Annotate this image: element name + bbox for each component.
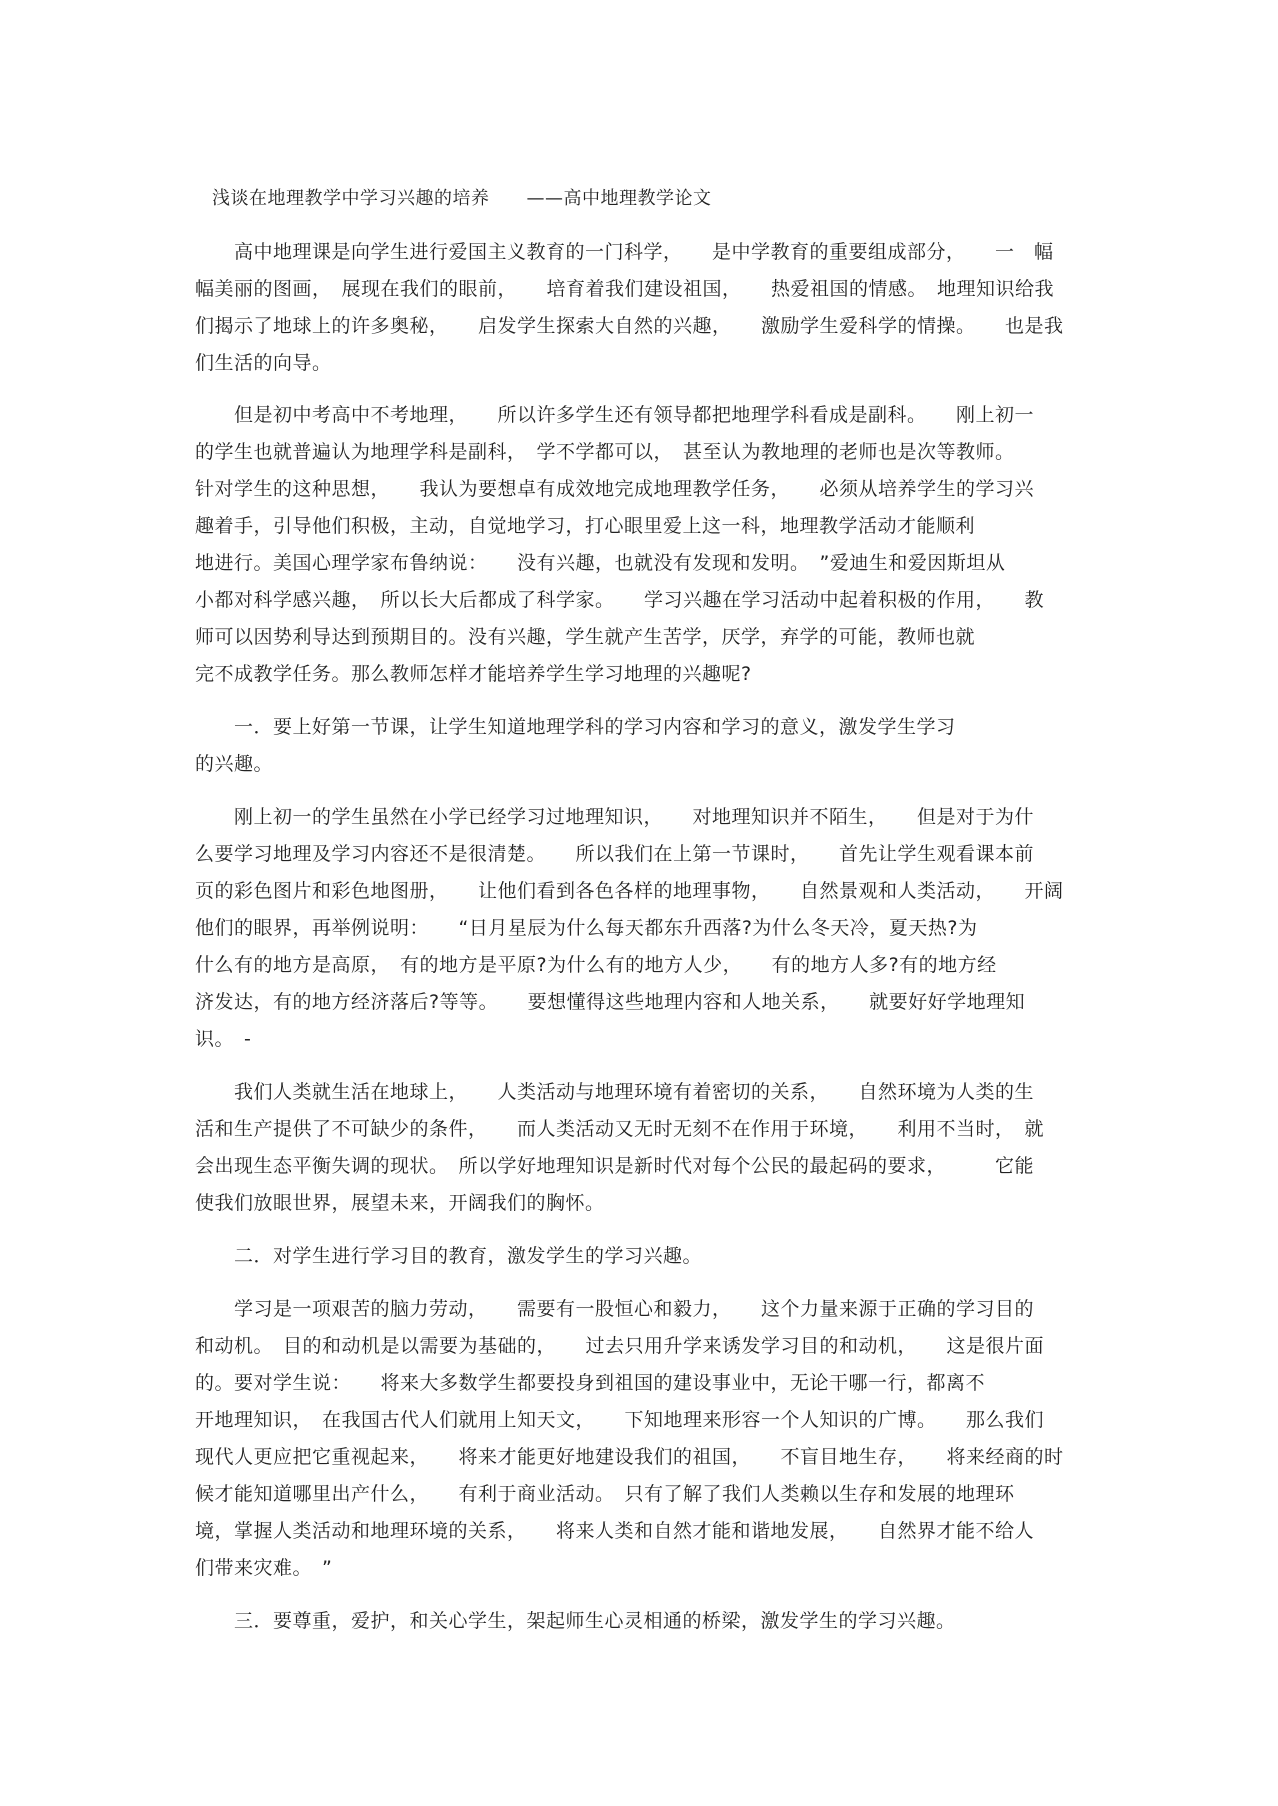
document-title: 浅谈在地理教学中学习兴趣的培养 ——高中地理教学论文 [212, 188, 712, 209]
text-line: 高中地理课是向学生进行爱国主义教育的一门科学， 是中学教育的重要组成部分， 一 幅 [195, 241, 1054, 263]
section-heading: 三．要尊重，爱护，和关心学生，架起师生心灵相通的桥梁，激发学生的学习兴趣。 [195, 1610, 956, 1632]
text-line: 针对学生的这种思想， 我认为要想卓有成效地完成地理教学任务， 必须从培养学生的学习兴 [195, 478, 1035, 500]
text-line: 的。要对学生说： 将来大多数学生都要投身到祖国的建设事业中，无论干哪一行，都离不 [195, 1372, 986, 1394]
text-line: 完不成教学任务。那么教师怎样才能培养学生学习地理的兴趣呢? [195, 663, 752, 685]
text-line: 们生活的向导。 [195, 352, 332, 374]
text-line: 刚上初一的学生虽然在小学已经学习过地理知识， 对地理知识并不陌生， 但是对于为什 [195, 806, 1035, 828]
text-line: 趣着手，引导他们积极，主动，自觉地学习，打心眼里爱上这一科，地理教学活动才能顺利 [195, 515, 976, 537]
text-line: 地进行。美国心理学家布鲁纳说： 没有兴趣，也就没有发现和发明。 ”爱迪生和爱因斯坦从 [195, 552, 1006, 574]
section-heading: 一．要上好第一节课，让学生知道地理学科的学习内容和学习的意义，激发学生学习 [195, 716, 956, 738]
text-line: 幅美丽的图画， 展现在我们的眼前， 培育着我们建设祖国， 热爱祖国的情感。 地理知识给我 [195, 278, 1055, 300]
text-line: 页的彩色图片和彩色地图册， 让他们看到各色各样的地理事物， 自然景观和人类活动， 开阔 [195, 880, 1064, 902]
text-line: 学习是一项艰苦的脑力劳动， 需要有一股恒心和毅力， 这个力量来源于正确的学习目的 [195, 1298, 1035, 1320]
section-heading: 的兴趣。 [195, 753, 274, 775]
text-line: 什么有的地方是高原， 有的地方是平原?为什么有的地方人少， 有的地方人多?有的地方经 [195, 954, 997, 976]
text-line: 和动机。 目的和动机是以需要为基础的， 过去只用升学来诱发学习目的和动机， 这是很片面 [195, 1335, 1045, 1357]
text-line: 但是初中考高中不考地理， 所以许多学生还有领导都把地理学科看成是副科。 刚上初一 [195, 404, 1035, 426]
text-line: 小都对科学感兴趣， 所以长大后都成了科学家。 学习兴趣在学习活动中起着积极的作用， 教 [195, 589, 1045, 611]
text-line: 候才能知道哪里出产什么， 有利于商业活动。 只有了解了我们人类赖以生存和发展的地理环 [195, 1483, 1015, 1505]
text-line: 他们的眼界，再举例说明： “日月星辰为什么每天都东升西落?为什么冬天冷，夏天热?为 [195, 917, 978, 939]
text-line: 们揭示了地球上的许多奥秘， 启发学生探索大自然的兴趣， 激励学生爱科学的情操。 也是我 [195, 315, 1064, 337]
text-line: 开地理知识， 在我国古代人们就用上知天文， 下知地理来形容一个人知识的广博。 那么我们 [195, 1409, 1045, 1431]
text-line: 现代人更应把它重视起来， 将来才能更好地建设我们的祖国， 不盲目地生存， 将来经商的时 [195, 1446, 1064, 1468]
text-line: 识。 - [195, 1028, 252, 1050]
text-line: 济发达，有的地方经济落后?等等。 要想懂得这些地理内容和人地关系， 就要好好学地理知 [195, 991, 1026, 1013]
text-line: 会出现生态平衡失调的现状。 所以学好地理知识是新时代对每个公民的最起码的要求， 它能 [195, 1155, 1035, 1177]
text-line: 境，掌握人类活动和地理环境的关系， 将来人类和自然才能和谐地发展， 自然界才能不给人 [195, 1520, 1035, 1542]
text-line: 师可以因势利导达到预期目的。没有兴趣，学生就产生苦学，厌学，弃学的可能，教师也就 [195, 626, 976, 648]
text-line: 的学生也就普遍认为地理学科是副科， 学不学都可以， 甚至认为教地理的老师也是次等教师。 [195, 441, 1015, 463]
text-line: 们带来灾难。 ” [195, 1557, 333, 1579]
text-line: 我们人类就生活在地球上， 人类活动与地理环境有着密切的关系， 自然环境为人类的生 [195, 1081, 1035, 1103]
text-line: 使我们放眼世界，展望未来，开阔我们的胸怀。 [195, 1192, 605, 1214]
section-heading: 二．对学生进行学习目的教育，激发学生的学习兴趣。 [195, 1245, 703, 1267]
text-line: 活和生产提供了不可缺少的条件， 而人类活动又无时无刻不在作用于环境， 利用不当时， 就 [195, 1118, 1045, 1140]
text-line: 么要学习地理及学习内容还不是很清楚。 所以我们在上第一节课时， 首先让学生观看课本前 [195, 843, 1035, 865]
